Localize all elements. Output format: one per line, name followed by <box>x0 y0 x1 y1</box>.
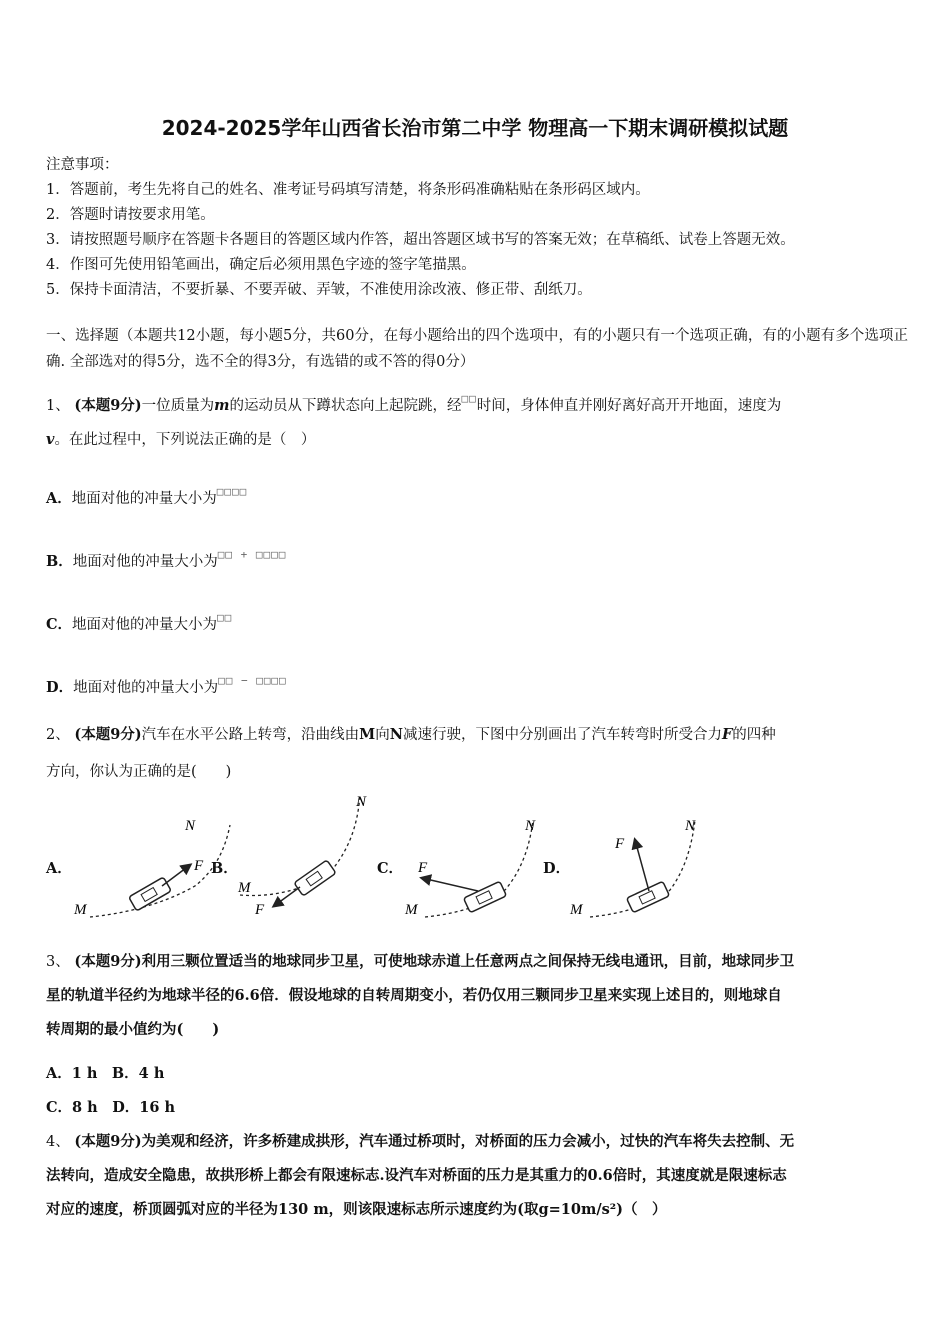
q1-option-b <box>46 548 286 571</box>
q2-diagram-c <box>404 818 536 918</box>
label-m: M <box>238 880 251 896</box>
option-formula: □□□□ <box>216 485 248 498</box>
q2-m: M <box>359 726 376 743</box>
q2-text-c: 减速行驶，下图中分别画出了汽车转弯时所受合力 <box>402 727 722 743</box>
q2-diagram <box>60 790 910 930</box>
question-4 <box>46 1125 908 1227</box>
force-arrow <box>162 865 190 886</box>
label-n: N <box>525 818 536 834</box>
q1-score: (本题9分) <box>74 397 142 414</box>
q3-line1: 利用三颗位置适当的地球同步卫星，可使地球赤道上任意两点之间保持无线电通讯，目前，地球同步卫 <box>141 953 795 970</box>
q2-line2: 方向，你认为正确的是( ) <box>46 764 232 780</box>
q4-line2: 法转向，造成安全隐患，故拱形桥上都会有限速标志.设汽车对桥面的压力是其重力的0.6倍时，其速度就是限速标志 <box>46 1167 787 1184</box>
option-formula: □□ − □□□□ <box>218 674 287 687</box>
label-f: F <box>194 858 204 874</box>
notice-item-2: 2．答题时请按要求用笔。 <box>46 207 215 223</box>
label-m: M <box>405 902 418 918</box>
notice-item-3: 3．请按照题号顺序在答题卡各题目的答题区域内作答，超出答题区域书写的答案无效；在草稿纸、试卷上答题无效。 <box>46 232 795 248</box>
option-formula: □□ + □□□□ <box>217 548 287 561</box>
label-f: F <box>615 836 625 852</box>
section-heading: 一、选择题（本题共12小题，每小题5分，共60分，在每小题给出的四个选项中，有的小题只有一个选项正确，有的小题有多个选项正确. 全部选对的得5分，选不全的得3分，有选错的或不答的得0分） <box>46 328 908 370</box>
q1-option-a <box>46 485 247 508</box>
q4-score: (本题9分) <box>74 1133 142 1150</box>
label-m: M <box>74 902 87 918</box>
q3-options-row-1: A．1 h B．4 h <box>46 1065 165 1082</box>
force-arrow <box>635 840 649 891</box>
q2-diagram-b <box>237 794 367 918</box>
q1-text-c: 时间，身体伸直并刚好离好高开开地面，速度为 <box>476 398 782 414</box>
question-3 <box>46 945 908 1047</box>
q4-number: 4、 <box>46 1134 70 1150</box>
option-text: 地面对他的冲量大小为 <box>71 491 217 507</box>
question-2 <box>46 716 908 791</box>
q3-options-row-2: C．8 h D．16 h <box>46 1099 176 1116</box>
q2-text-a: 汽车在水平公路上转弯，沿曲线由 <box>141 727 360 743</box>
q3-line3: 转周期的最小值约为( ) <box>46 1021 220 1038</box>
q1-text-a: 一位质量为 <box>141 398 215 414</box>
q1-option-d <box>46 674 287 697</box>
q2-score: (本题9分) <box>74 726 142 743</box>
q2-option-d-label: D． <box>543 860 571 877</box>
label-n: N <box>185 818 196 834</box>
label-f: F <box>255 902 265 918</box>
car-icon <box>463 881 506 912</box>
notice-item-5: 5．保持卡面清洁，不要折暴、不要弄破、弄皱，不准使用涂改液、修正带、刮纸刀。 <box>46 282 592 298</box>
force-arrow <box>274 887 300 906</box>
label-n: N <box>685 818 696 834</box>
notice-item-1: 1．答题前，考生先将自己的姓名、准考证号码填写清楚，将条形码准确粘贴在条形码区域内。 <box>46 182 650 198</box>
page-title: 2024-2025学年山西省长治市第二中学 物理高一下期末调研模拟试题 <box>161 116 789 140</box>
option-text: 地面对他的冲量大小为 <box>72 617 218 633</box>
q2-option-b-label: B． <box>211 860 238 877</box>
q4-line1: 为美观和经济，许多桥建成拱形，汽车通过桥项时，对桥面的压力会减小，过快的汽车将失去控制、无 <box>141 1133 795 1150</box>
option-label: B． <box>46 553 73 570</box>
option-label: C． <box>46 616 73 633</box>
q3-score: (本题9分) <box>74 953 142 970</box>
q3-line2: 星的轨道半径约为地球半径的6.6倍．假设地球的自转周期变小，若仍仅用三颗同步卫星来实现上述目的，则地球自 <box>46 987 782 1004</box>
option-label: D． <box>46 679 74 696</box>
notice-heading: 注意事项： <box>46 157 119 173</box>
q1-var-m: m <box>214 397 230 414</box>
label-f: F <box>418 860 428 876</box>
option-formula: □□ <box>217 611 233 624</box>
label-n: N <box>356 794 367 810</box>
question-1 <box>46 382 908 457</box>
q4-line3: 对应的速度，桥顶圆弧对应的半径为130 m，则该限速标志所示速度约为(取g=10m/s²)（ ） <box>46 1201 667 1218</box>
label-m: M <box>570 902 583 918</box>
q2-option-a-label: A． <box>46 860 72 877</box>
option-text: 地面对他的冲量大小为 <box>73 680 219 696</box>
q2-text-d: 的四种 <box>732 727 776 743</box>
q1-time-formula: □□ <box>461 392 477 405</box>
q2-diagram-a <box>73 818 230 918</box>
q2-option-c-label: C． <box>377 860 404 877</box>
q2-n: N <box>389 726 403 743</box>
q2-var-f: F <box>721 726 733 743</box>
q1-number: 1、 <box>46 398 70 414</box>
q2-diagram-d <box>569 818 696 918</box>
q1-text-b: 的运动员从下蹲状态向上起院跳，经 <box>229 398 462 414</box>
car-icon <box>129 877 172 911</box>
q2-text-b: 向 <box>375 727 390 743</box>
q3-number: 3、 <box>46 954 70 970</box>
q1-option-c <box>46 611 232 634</box>
q1-text-d: 。在此过程中，下列说法正确的是（ ） <box>54 432 316 448</box>
q2-number: 2、 <box>46 727 70 743</box>
option-label: A． <box>46 490 72 507</box>
option-text: 地面对他的冲量大小为 <box>72 554 218 570</box>
car-icon <box>294 860 336 896</box>
q1-var-v: v <box>46 431 55 448</box>
notice-item-4: 4．作图可先使用铅笔画出，确定后必须用黑色字迹的签字笔描黑。 <box>46 257 476 273</box>
force-arrow <box>422 878 478 891</box>
